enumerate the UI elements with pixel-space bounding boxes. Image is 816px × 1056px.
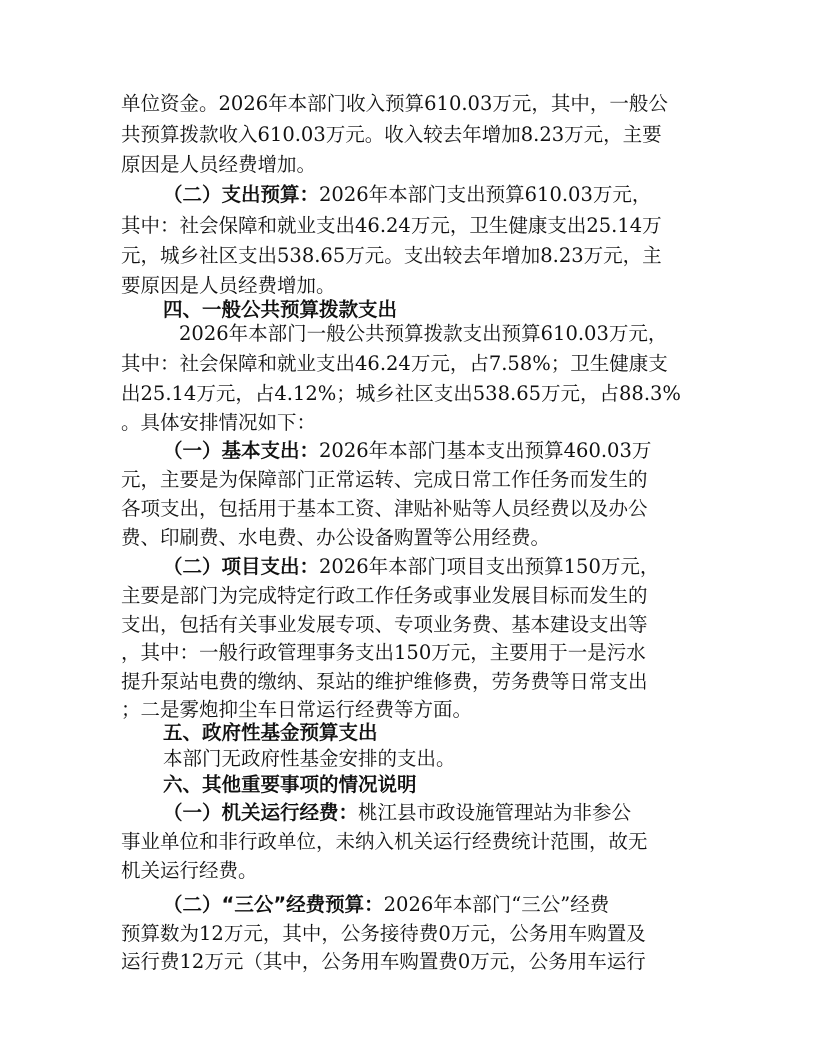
line-text: 元，主要是为保障部门正常运转、完成日常工作任务而发生的: [121, 468, 648, 491]
line-text: 运行费12万元（其中，公务用车购置费0万元，公务用车运行: [121, 950, 646, 973]
section-heading-text: 六、其他重要事项的情况说明: [163, 773, 417, 796]
paragraph-line: [121, 582, 648, 610]
line-text: 支出，包括有关事业发展专项、专项业务费、基本建设支出等: [121, 613, 648, 636]
paragraph-line: [163, 745, 456, 773]
line-text: 原因是人员经费增加。: [121, 153, 317, 176]
paragraph-line: [121, 151, 316, 179]
paragraph-line: [121, 90, 668, 118]
paragraph-line: [121, 639, 646, 667]
line-text: 桃江县市政设施管理站为非参公: [358, 801, 632, 824]
paragraph-line: [121, 828, 648, 856]
line-text: 出25.14万元，占4.12%；城乡社区支出538.65万元，占88.3%: [121, 382, 681, 405]
paragraph-line: [163, 437, 651, 465]
paragraph-line: [163, 799, 631, 827]
line-text: ；二是雾炮抑尘车日常运行经费等方面。: [121, 698, 473, 721]
paragraph-line: [121, 920, 646, 948]
paragraph-line: [121, 524, 550, 552]
line-text: 本部门无政府性基金安排的支出。: [163, 747, 456, 770]
line-text: 单位资金。2026年本部门收入预算610.03万元，其中，一般公: [121, 92, 668, 115]
paragraph-line: [121, 380, 681, 408]
subsection-heading: （一）机关运行经费：: [163, 801, 359, 824]
section-heading: [163, 771, 417, 799]
paragraph-line: [121, 466, 648, 494]
paragraph-line: [121, 611, 648, 639]
section-heading-text: 五、政府性基金预算支出: [163, 721, 378, 744]
line-text: ，其中：一般行政管理事务支出150万元，主要用于一是污水: [121, 641, 646, 664]
line-text: 预算数为12万元，其中，公务接待费0万元，公务用车购置及: [121, 922, 646, 945]
subsection-heading: （二）项目支出：: [163, 555, 320, 578]
paragraph-line: [121, 212, 662, 240]
subsection-heading: （二）支出预算：: [163, 183, 320, 206]
paragraph-line: [121, 409, 316, 437]
line-text: 元，城乡社区支出538.65万元。支出较去年增加8.23万元，主: [121, 244, 662, 267]
line-text: 主要是部门为完成特定行政工作任务或事业发展目标而发生的: [121, 584, 648, 607]
paragraph-line: [163, 181, 651, 209]
section-heading: [163, 719, 378, 747]
line-text: 提升泵站电费的缴纳、泵站的维护维修费，劳务费等日常支出: [121, 670, 648, 693]
line-text: 其中：社会保障和就业支出46.24万元，占7.58%；卫生健康支: [121, 352, 668, 375]
section-heading-text: 四、一般公共预算拨款支出: [163, 298, 398, 321]
paragraph-line: [121, 668, 648, 696]
line-text: 。具体安排情况如下：: [121, 411, 317, 434]
line-text: 其中：社会保障和就业支出46.24万元，卫生健康支出25.14万: [121, 214, 662, 237]
line-text: 2026年本部门支出预算610.03万元，: [319, 183, 652, 206]
line-text: 2026年本部门项目支出预算150万元，: [319, 555, 660, 578]
line-text: 要原因是人员经费增加。: [121, 274, 336, 297]
paragraph-line: [121, 121, 662, 149]
paragraph-line: [121, 948, 646, 976]
line-text: 2026年本部门一般公共预算拨款支出预算610.03万元，: [179, 322, 668, 345]
subsection-heading: （一）基本支出：: [163, 439, 320, 462]
paragraph-line: [163, 553, 659, 581]
line-text: 事业单位和非行政单位，未纳入机关运行经费统计范围，故无: [121, 830, 648, 853]
line-text: 机关运行经费。: [121, 859, 258, 882]
subsection-heading: （二）“三公”经费预算：: [163, 893, 384, 916]
paragraph-line: [163, 891, 609, 919]
paragraph-line: [121, 857, 258, 885]
line-text: 费、印刷费、水电费、办公设备购置等公用经费。: [121, 526, 551, 549]
paragraph-line: [121, 350, 668, 378]
line-text: 2026年本部门“三公”经费: [383, 893, 610, 916]
paragraph-line: [121, 242, 662, 270]
line-text: 2026年本部门基本支出预算460.03万: [319, 439, 652, 462]
line-text: 共预算拨款收入610.03万元。收入较去年增加8.23万元，主要: [121, 123, 662, 146]
paragraph-line: [179, 320, 667, 348]
paragraph-line: [121, 495, 648, 523]
line-text: 各项支出，包括用于基本工资、津贴补贴等人员经费以及办公: [121, 497, 648, 520]
